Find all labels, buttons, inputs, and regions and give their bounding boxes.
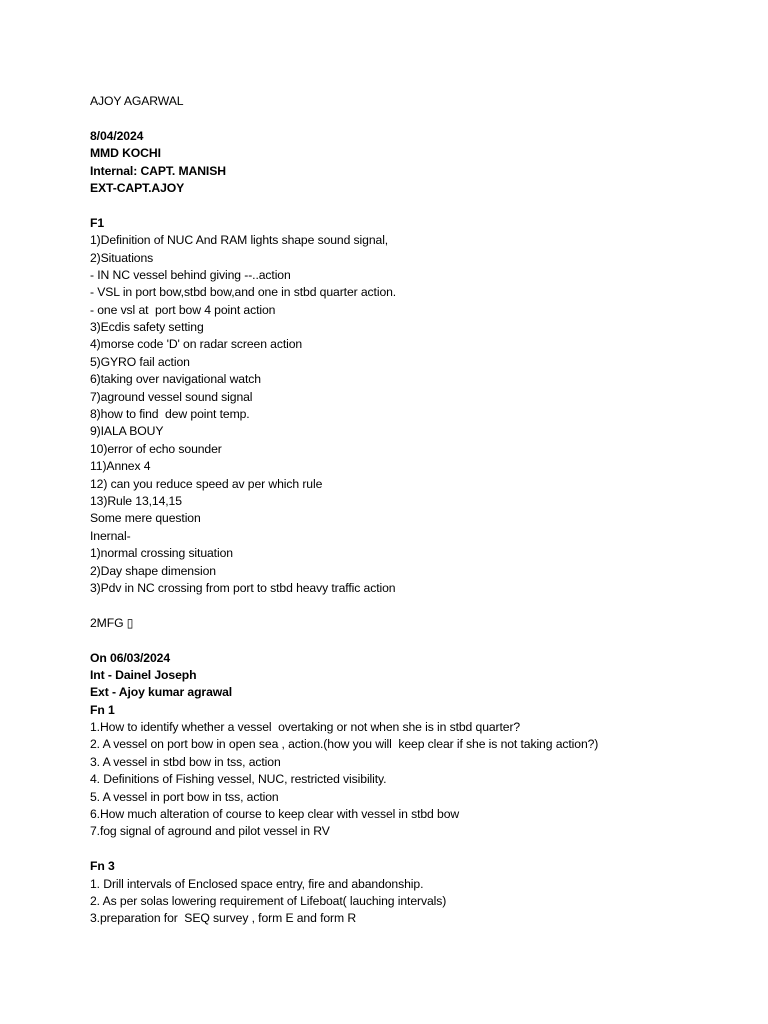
document-section bbox=[90, 128, 750, 198]
document-page bbox=[90, 93, 750, 928]
text-line: Some mere question bbox=[90, 511, 201, 526]
text-line: - VSL in port bow,stbd bow,and one in stbd quarter action. bbox=[90, 285, 397, 300]
text-line: 1. Drill intervals of Enclosed space entry, fire and abandonship. bbox=[90, 876, 424, 891]
document-section bbox=[90, 650, 750, 841]
text-line: Inernal- bbox=[90, 528, 131, 543]
heading-line: Fn 3 bbox=[90, 859, 115, 874]
text-line: 2)Situations bbox=[90, 250, 154, 265]
text-line: 1)normal crossing situation bbox=[90, 546, 233, 561]
heading-line: Int - Dainel Joseph bbox=[90, 667, 197, 682]
text-line: 1)Definition of NUC And RAM lights shape sound signal, bbox=[90, 233, 389, 248]
text-line: 3)Ecdis safety setting bbox=[90, 320, 204, 335]
text-line: 7)aground vessel sound signal bbox=[90, 389, 253, 404]
heading-line: Ext - Ajoy kumar agrawal bbox=[90, 685, 233, 700]
heading-line: On 06/03/2024 bbox=[90, 650, 171, 665]
paragraph-gap bbox=[90, 597, 750, 614]
text-line: 5)GYRO fail action bbox=[90, 354, 190, 369]
heading-line: F1 bbox=[90, 215, 105, 230]
text-line: 8)how to find dew point temp. bbox=[90, 407, 250, 422]
heading-line: 8/04/2024 bbox=[90, 128, 144, 143]
text-line: 3. A vessel in stbd bow in tss, action bbox=[90, 754, 281, 769]
text-line: 3.preparation for SEQ survey , form E and form R bbox=[90, 911, 357, 926]
text-line: 10)error of echo sounder bbox=[90, 441, 222, 456]
heading-line: EXT-CAPT.AJOY bbox=[90, 180, 185, 195]
document-section bbox=[90, 93, 750, 110]
text-line: - one vsl at port bow 4 point action bbox=[90, 302, 276, 317]
text-line: AJOY AGARWAL bbox=[90, 94, 184, 108]
paragraph-gap bbox=[90, 841, 750, 858]
document-section bbox=[90, 858, 750, 928]
text-line: 12) can you reduce speed av per which rule bbox=[90, 476, 323, 491]
text-line: 1.How to identify whether a vessel overtaking or not when she is in stbd quarter? bbox=[90, 720, 521, 735]
text-line: 2MFG ▯ bbox=[90, 615, 134, 630]
text-line: 2)Day shape dimension bbox=[90, 563, 216, 578]
paragraph-gap bbox=[90, 197, 750, 214]
text-line: 7.fog signal of aground and pilot vessel in RV bbox=[90, 824, 330, 839]
text-line: 2. As per solas lowering requirement of Lifeboat( lauching intervals) bbox=[90, 893, 447, 908]
paragraph-gap bbox=[90, 632, 750, 649]
text-line: 11)Annex 4 bbox=[90, 459, 151, 474]
heading-line: Internal: CAPT. MANISH bbox=[90, 163, 226, 178]
text-line: - IN NC vessel behind giving --..action bbox=[90, 267, 291, 282]
heading-line: Fn 1 bbox=[90, 702, 115, 717]
text-line: 6)taking over navigational watch bbox=[90, 372, 261, 387]
document-section bbox=[90, 615, 750, 632]
paragraph-gap bbox=[90, 110, 750, 127]
text-line: 5. A vessel in port bow in tss, action bbox=[90, 789, 279, 804]
text-line: 4)morse code 'D' on radar screen action bbox=[90, 337, 303, 352]
text-line: 4. Definitions of Fishing vessel, NUC, restricted visibility. bbox=[90, 772, 387, 787]
text-line: 2. A vessel on port bow in open sea , action.(how you will keep clear if she is not taking action?) bbox=[90, 737, 599, 752]
text-line: 6.How much alteration of course to keep clear with vessel in stbd bow bbox=[90, 807, 460, 822]
document-section bbox=[90, 215, 750, 598]
text-line: 9)IALA BOUY bbox=[90, 424, 164, 439]
text-line: 3)Pdv in NC crossing from port to stbd heavy traffic action bbox=[90, 580, 396, 595]
heading-line: MMD KOCHI bbox=[90, 146, 161, 161]
text-line: 13)Rule 13,14,15 bbox=[90, 493, 182, 508]
